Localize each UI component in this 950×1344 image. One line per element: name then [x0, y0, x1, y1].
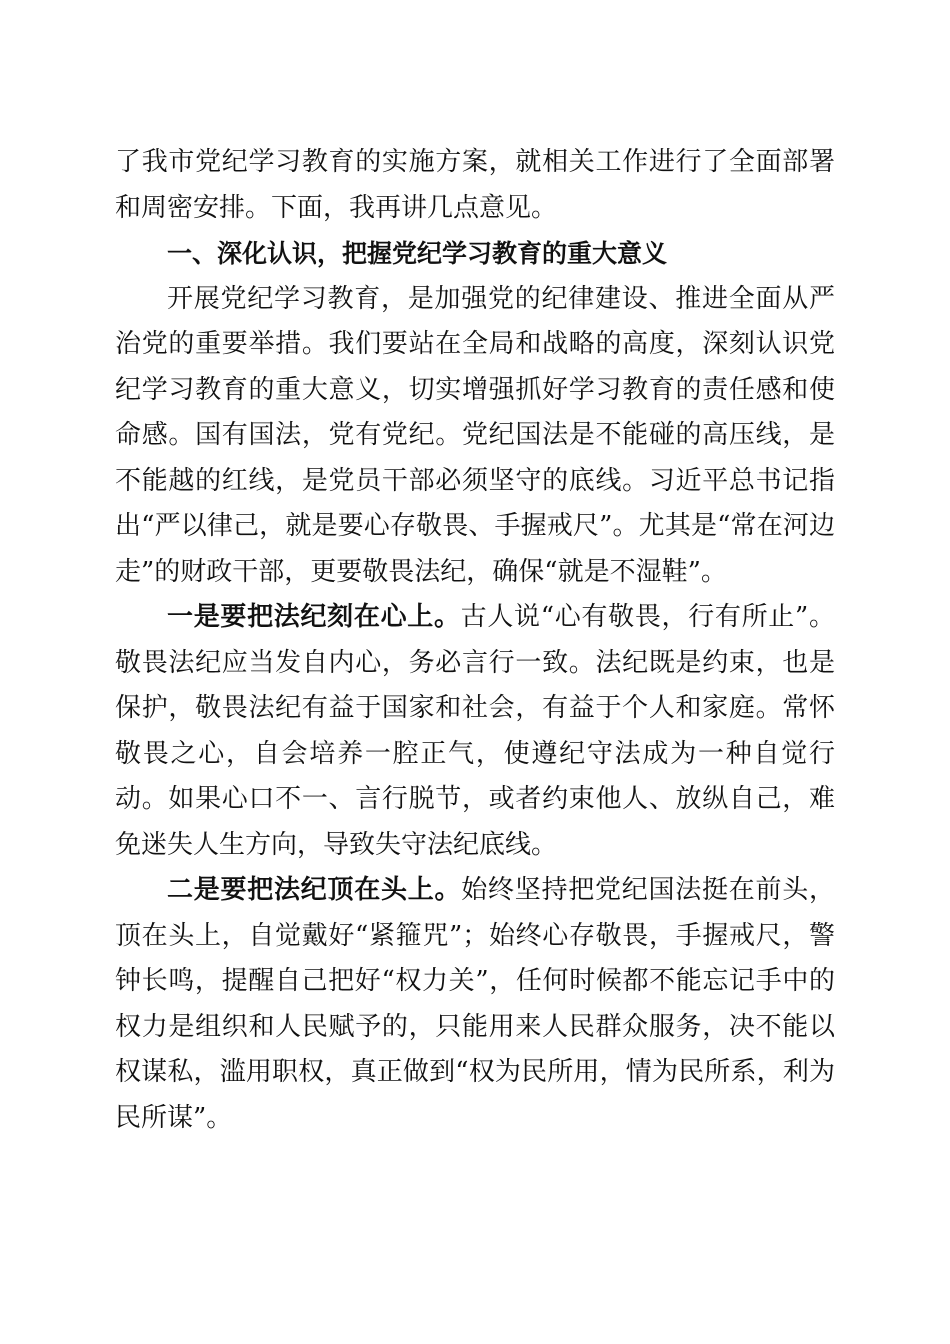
- point-one-lead: 一是要把法纪刻在心上。: [167, 602, 461, 632]
- paragraph-point-one: [115, 595, 835, 868]
- section-heading: 一、深化认识，把握党纪学习教育的重大意义: [167, 239, 668, 268]
- document-body: [115, 140, 835, 1141]
- paragraph-significance: 开展党纪学习教育，是加强党的纪律建设、推进全面从严治党的重要举措。我们要站在全局和战略的高度，深刻认识党纪学习教育的重大意义，切实增强抓好学习教育的责任感和使命感。国有国法，党有党纪。党纪国法是不能碰的高压线，是不能越的红线，是党员干部必须坚守的底线。习近平总书记指出“严以律己，就是要心存敬畏、手握戒尺”。尤其是“常在河边走”的财政干部，更要敬畏法纪，确保“就是不湿鞋”。: [115, 283, 835, 587]
- paragraph-point-two: [115, 868, 835, 1141]
- point-one-body: 古人说“心有敬畏，行有所止”。敬畏法纪应当发自内心，务必言行一致。法纪既是约束，也是保护，敬畏法纪有益于国家和社会，有益于个人和家庭。常怀敬畏之心，自会培养一腔正气，使遵纪守法成为一种自觉行动。如果心口不一、言行脱节，或者约束他人、放纵自己，难免迷失人生方向，导致失守法纪底线。: [115, 602, 835, 860]
- point-two-body: 始终坚持把党纪国法挺在前头，顶在头上，自觉戴好“紧箍咒”；始终心存敬畏，手握戒尺，警钟长鸣，提醒自己把好“权力关”，任何时候都不能忘记手中的权力是组织和人民赋予的，只能用来人民群众服务，决不能以权谋私，滥用职权，真正做到“权为民所用，情为民所系，利为民所谋”。: [115, 875, 835, 1133]
- intro-paragraph: 了我市党纪学习教育的实施方案，就相关工作进行了全面部署和周密安排。下面，我再讲几点意见。: [115, 147, 835, 223]
- point-two-lead: 二是要把法纪顶在头上。: [167, 875, 462, 905]
